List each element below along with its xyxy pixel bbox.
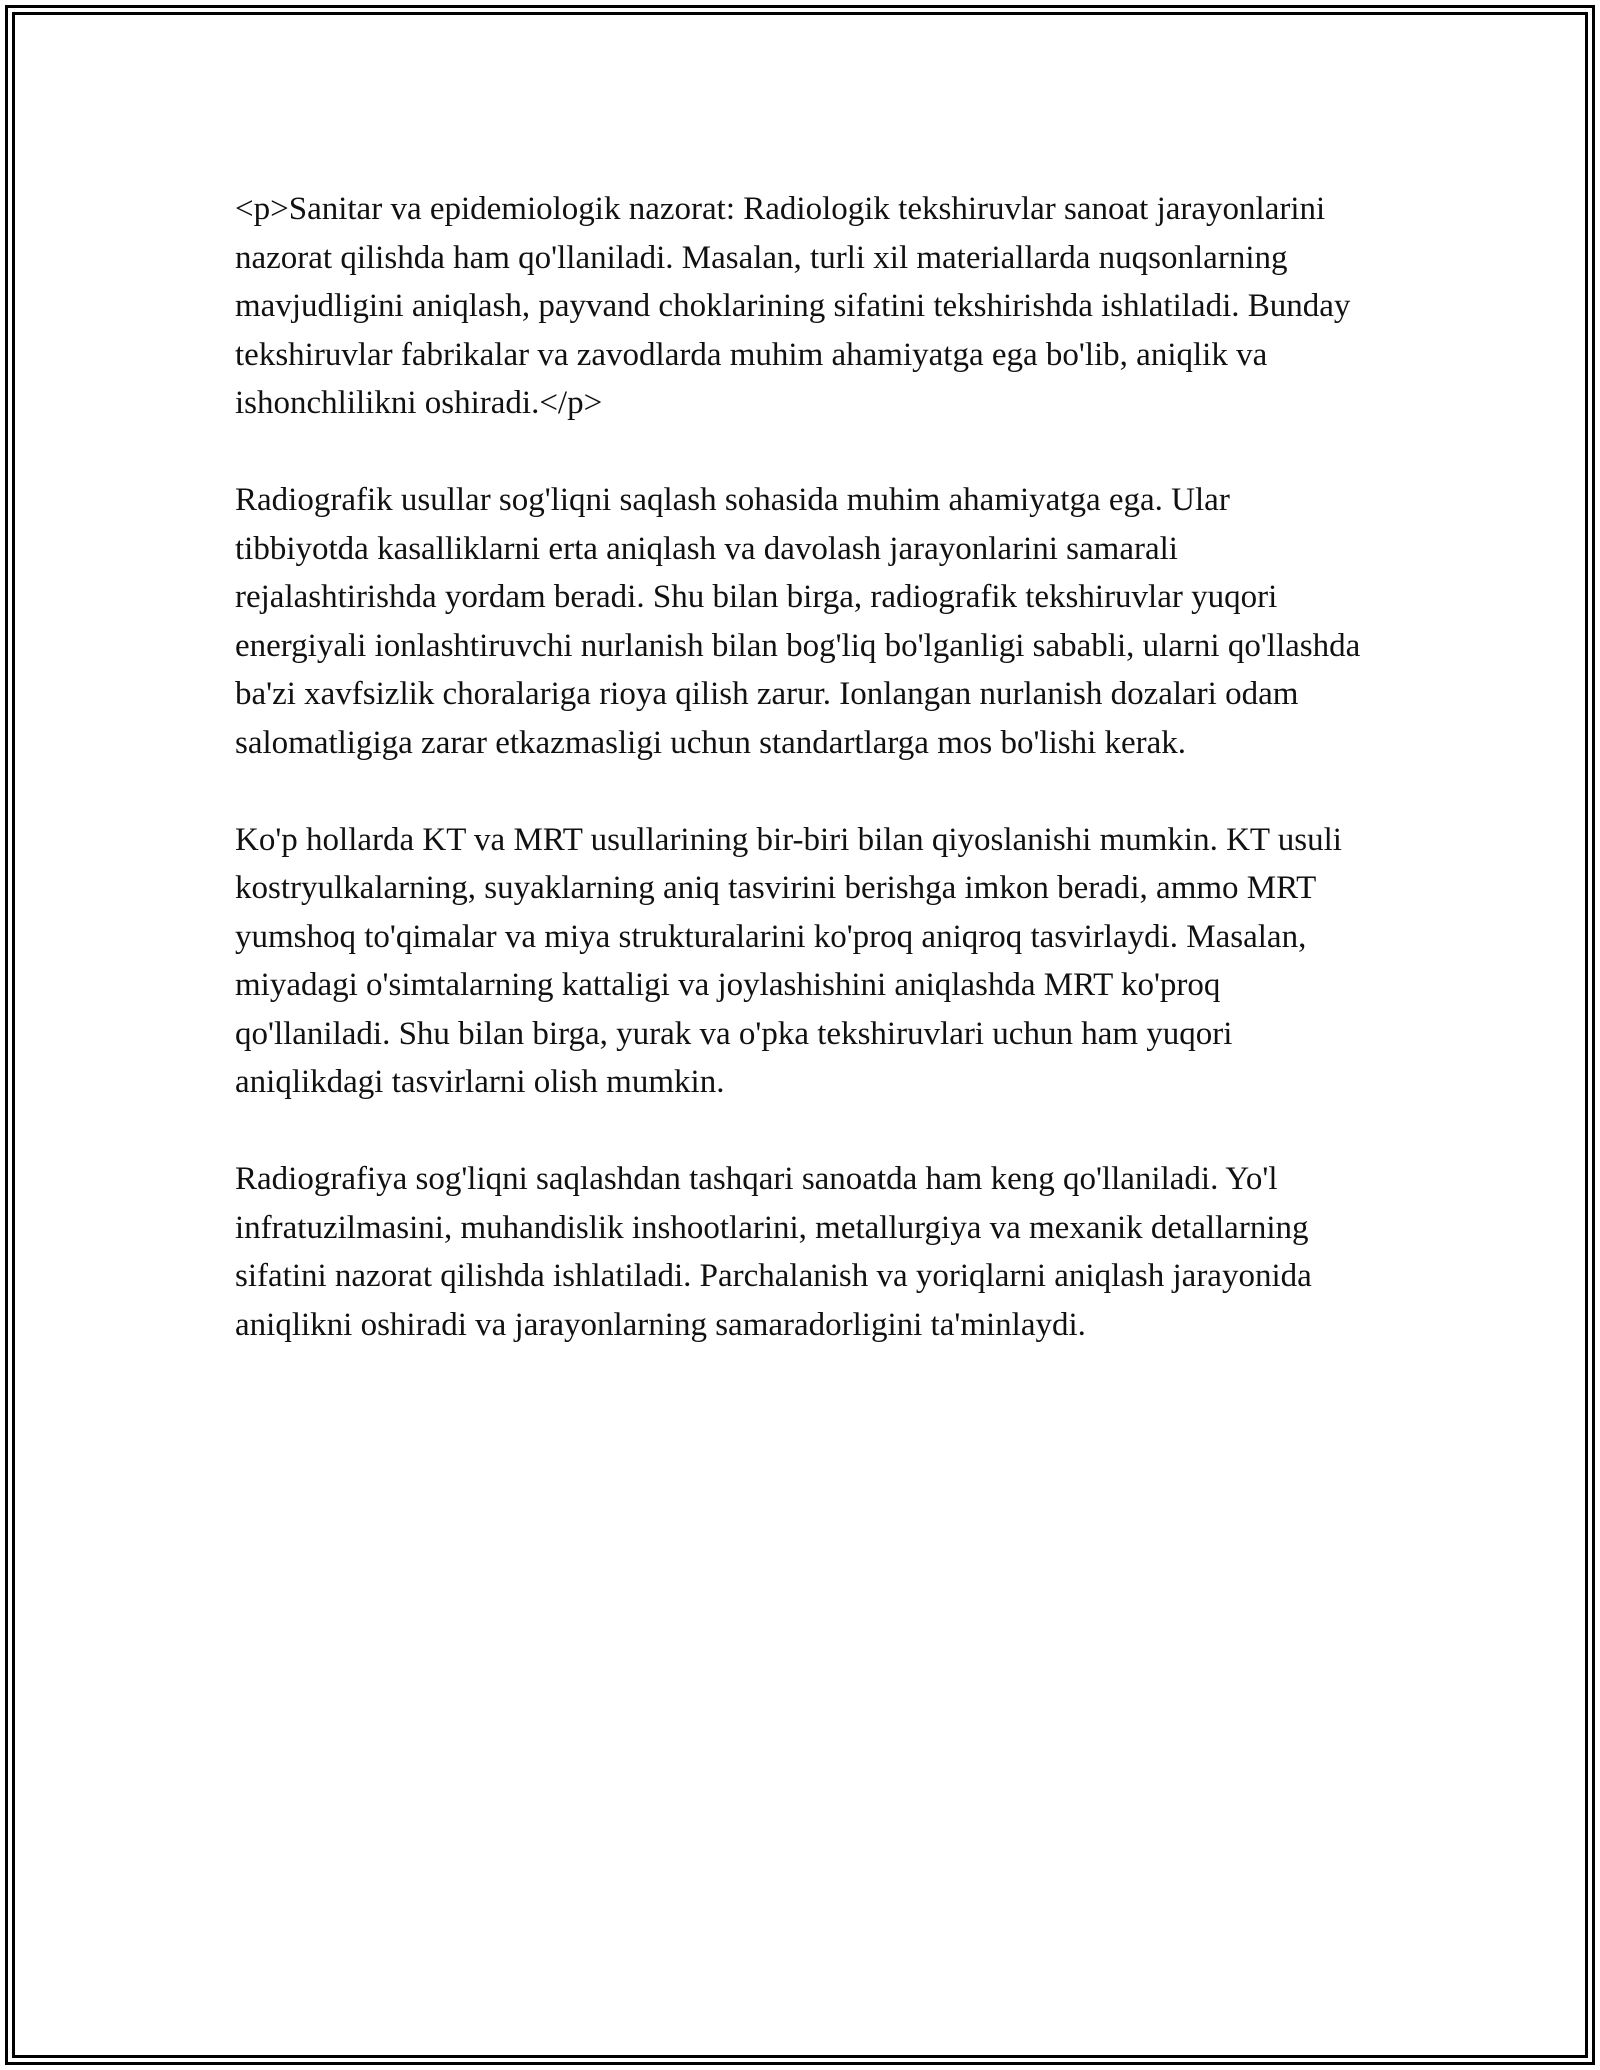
paragraph-industrial-radiography: Radiografiya sog'liqni saqlashdan tashqari sanoatda ham keng qo'llaniladi. Yo'l infratuzilmasini, muhandislik inshootlarini, metallurgiya va mexanik detallarning sifatini nazorat qilishda ishlatiladi. Parchalanish va yoriqlarni aniqlash jarayonida aniqlikni oshiradi va jarayonlarning samaradorligini ta'minlaydi. xyxy=(235,1161,1312,1343)
paragraph-ct-vs-mri: Ko'p hollarda KT va MRT usullarining bir-biri bilan qiyoslanishi mumkin. KT usuli kostryulkalarning, suyaklarning aniq tasvirini berishga imkon beradi, ammo MRT yumshoq to'qimalar va miya strukturalarini ko'proq aniqroq tasvirlaydi. Masalan, miyadagi o'simtalarning kattaligi va joylashishini aniqlashda MRT ko'proq qo'llaniladi. Shu bilan birga, yurak va o'pka tekshiruvlari uchun ham yuqori aniqlikdagi tasvirlarni olish mumkin. xyxy=(235,821,1342,1100)
document-body xyxy=(235,185,1365,1398)
paragraph-radiographic-methods: Radiografik usullar sog'liqni saqlash sohasida muhim ahamiyatga ega. Ular tibbiyotda kasalliklarni erta aniqlash va davolash jarayonlarini samarali rejalashtirishda yordam beradi. Shu bilan birga, radiografik tekshiruvlar yuqori energiyali ionlashtiruvchi nurlanish bilan bog'liq bo'lganligi sababli, ularni qo'llashda ba'zi xavfsizlik choralariga rioya qilish zarur. Ionlangan nurlanish dozalari odam salomatligiga zarar etkazmasligi uchun standartlarga mos bo'lishi kerak. xyxy=(235,482,1361,761)
paragraph-sanitary-control: <p>Sanitar va epidemiologik nazorat: Radiologik tekshiruvlar sanoat jarayonlarini nazorat qilishda ham qo'llaniladi. Masalan, turli xil materiallarda nuqsonlarning mavjudligini aniqlash, payvand choklarining sifatini tekshirishda ishlatiladi. Bunday tekshiruvlar fabrikalar va zavodlarda muhim ahamiyatga ega bo'lib, aniqlik va ishonchlilikni oshiradi.</p> xyxy=(235,191,1351,421)
